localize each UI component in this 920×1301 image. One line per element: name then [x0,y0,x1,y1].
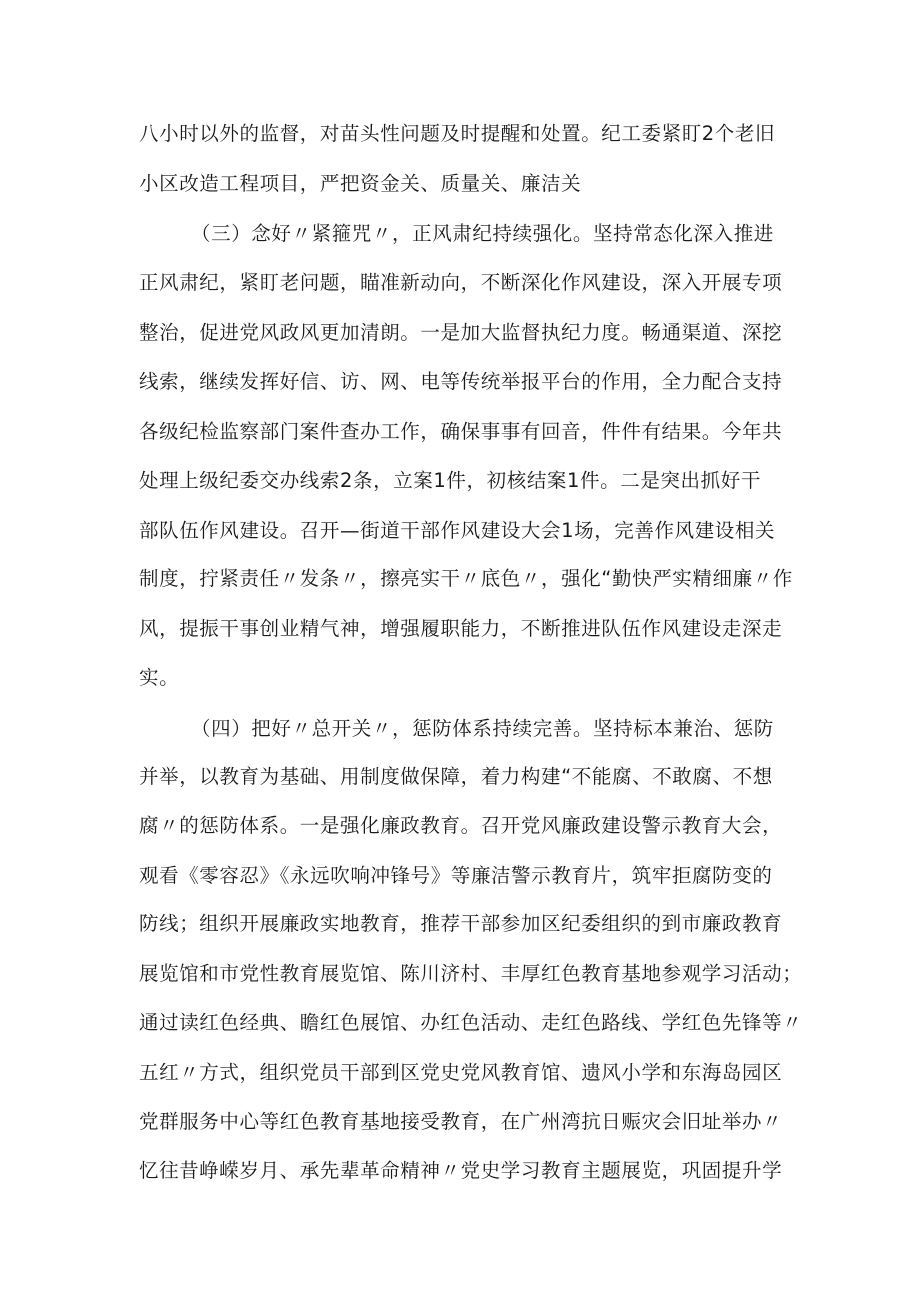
text-line: 党群服务中心等红色教育基地接受教育，在广州湾抗日赈灾会旧址举办〃 [139,1110,783,1133]
text-line: 各级纪检监察部门案件查办工作，确保事事有回音，件件有结果。今年共 [139,420,783,443]
text-line: 实。 [139,666,180,689]
text-line: 部队伍作风建设。召开—街道干部作风建设大会1场，完善作风建设相关 [139,519,776,542]
text-line: 线索，继续发挥好信、访、网、电等传统举报平台的作用，全力配合支持 [139,370,783,393]
text-line: 并举，以教育为基础、用制度做保障，着力构建“不能腐、不敢腐、不想 [139,765,773,788]
text-line: 制度，拧紧责任〃发条〃，擦亮实干〃底色〃，强化“勤快严实精细廉〃作 [139,567,793,590]
text-line: 防线；组织开展廉政实地教育，推荐干部参加区纪委组织的到市廉政教育 [139,912,783,935]
text-line: 整治，促进党风政风更加清朗。一是加大监督执纪力度。畅通渠道、深挖 [139,321,783,344]
text-line: 通过读红色经典、瞻红色展馆、办红色活动、走红色路线、学红色先锋等〃 [139,1011,803,1034]
text-line: 忆往昔峥嵘岁月、承先辈革命精神〃党史学习教育主题展览，巩固提升学 [139,1159,783,1182]
text-line: 观看《零容忍》《永远吹响冲锋号》等廉洁警示教育片，筑牢拒腐防变的 [139,864,773,887]
text-line: 风，提振干事创业精气神，增强履职能力，不断推进队伍作风建设走深走 [139,617,783,640]
text-line: 八小时以外的监督，对苗头性问题及时提醒和处置。纪工委紧盯2个老旧 [139,122,776,145]
text-line: 五红〃方式，组织党员干部到区党史党风教育馆、遗风小学和东海岛园区 [139,1061,783,1084]
section-heading-line: （三）念好〃紧箍咒〃，正风肃纪持续强化。坚持常态化深入推进 [191,222,774,245]
text-line: 展览馆和市党性教育展览馆、陈川济村、丰厚红色教育基地参观学习活动； [139,962,803,985]
text-line: 正风肃纪，紧盯老问题，瞄准新动向，不断深化作风建设，深入开展专项 [139,271,783,294]
section-heading-line: （四）把好〃总开关〃，惩防体系持续完善。坚持标本兼治、惩防 [191,717,774,740]
text-line: 处理上级纪委交办线索2条，立案1件，初核结案1件。二是突出抓好干 [139,469,761,492]
text-line: 小区改造工程项目，严把资金关、质量关、廉洁关 [139,172,582,195]
text-line: 腐〃的惩防体系。一是强化廉政教育。召开党风廉政建设警示教育大会， [139,814,783,837]
